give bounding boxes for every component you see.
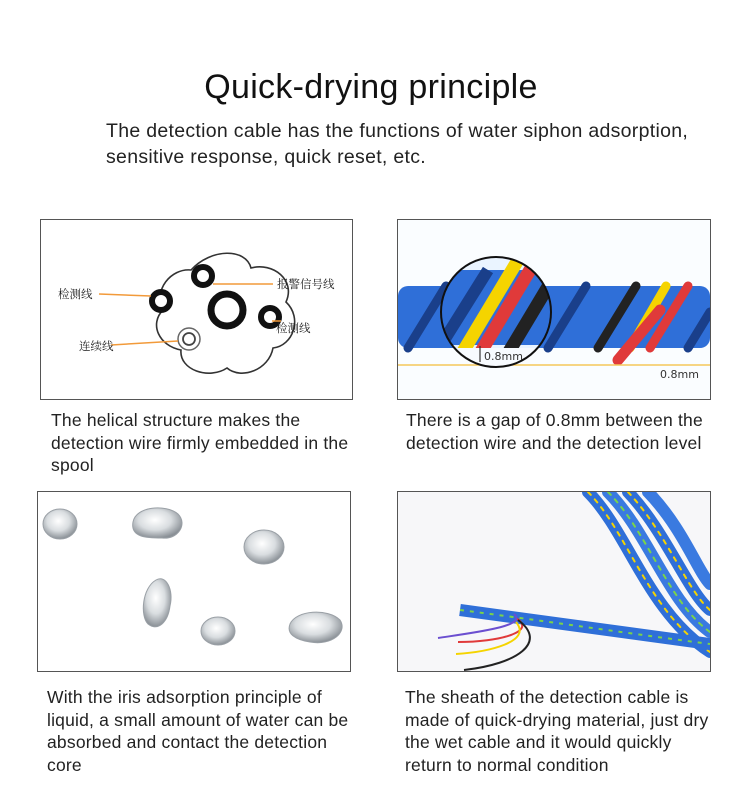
continuity-wire-inner: [183, 333, 195, 345]
coiled-cable-illustration: [398, 492, 710, 671]
label-continuity: 连续线: [79, 339, 114, 353]
cross-section-annotated: [41, 220, 352, 399]
water-droplets-illustration: [38, 492, 350, 671]
page-title: Quick-drying principle: [204, 68, 538, 106]
droplet-2-icon: [133, 508, 182, 538]
droplet-5-icon: [201, 617, 235, 645]
droplet-3-icon: [244, 530, 284, 564]
coil-panel: [397, 491, 711, 672]
helical-cable-illustration: [398, 220, 710, 399]
label-detect-right: 检测线: [276, 321, 311, 335]
label-detect-left: 检测线: [58, 287, 93, 301]
droplet-4-icon: [143, 579, 171, 627]
leader-line-left: [99, 294, 151, 296]
droplets-panel: [37, 491, 351, 672]
gap-zoom-label: 0.8mm: [484, 350, 523, 363]
caption-iris: With the iris adsorption principle of liquid, a small amount of water can be absorbed and contact the detection core: [47, 687, 349, 775]
gap-panel: [397, 219, 711, 400]
caption-gap: There is a gap of 0.8mm between the detection wire and the detection level: [406, 410, 703, 453]
droplet-1-icon: [43, 509, 77, 539]
caption-sheath: The sheath of the detection cable is made of quick-drying material, just dry the wet cable and it would quickly return to normal condition: [405, 687, 709, 775]
droplet-6-icon: [289, 612, 342, 643]
intro-text: The detection cable has the functions of water siphon adsorption, sensitive response, quick reset, etc.: [106, 120, 689, 168]
gap-line-label: 0.8mm: [660, 368, 699, 381]
leader-line-continuity: [111, 341, 178, 345]
label-alarm-signal: 报警信号线: [277, 277, 335, 291]
cross-section-panel: [40, 219, 353, 400]
caption-helical: The helical structure makes the detection wire firmly embedded in the spool: [51, 410, 349, 475]
